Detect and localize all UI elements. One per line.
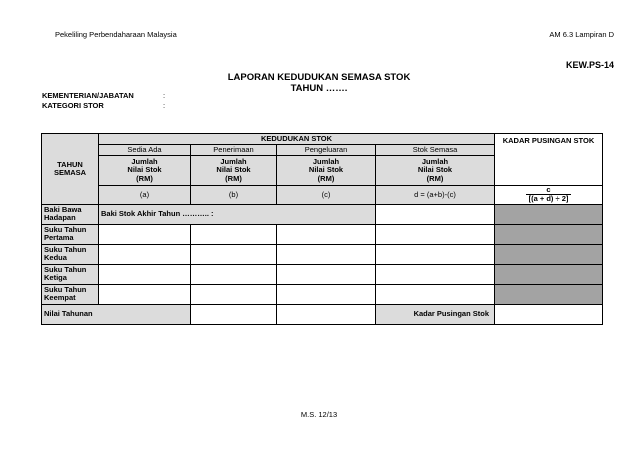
col-header-penerimaan: Penerimaan	[191, 145, 277, 156]
sub-header-b: Jumlah Nilai Stok (RM)	[191, 156, 277, 186]
header-left: Pekeliling Perbendaharaan Malaysia	[55, 30, 177, 39]
row-label-q1: Suku Tahun Pertama	[42, 224, 99, 244]
q1-cell-b[interactable]	[191, 224, 277, 244]
year-header: TAHUN SEMASA	[42, 134, 99, 205]
shaded-cell	[495, 244, 603, 264]
q2-cell-d[interactable]	[376, 244, 495, 264]
sub-header-a: Jumlah Nilai Stok (RM)	[99, 156, 191, 186]
q3-cell-c[interactable]	[277, 264, 376, 284]
sub-header-d: Jumlah Nilai Stok (RM)	[376, 156, 495, 186]
col-header-stok-semasa: Stok Semasa	[376, 145, 495, 156]
q4-cell-d[interactable]	[376, 284, 495, 304]
annual-cell-c[interactable]	[277, 304, 376, 324]
sub-header-c: Jumlah Nilai Stok (RM)	[277, 156, 376, 186]
col-header-pengeluaran: Pengeluaran	[277, 145, 376, 156]
q3-cell-a[interactable]	[99, 264, 191, 284]
category-label: KATEGORI STOR	[42, 101, 104, 110]
page-subtitle-year: TAHUN …….	[290, 83, 348, 94]
q4-cell-a[interactable]	[99, 284, 191, 304]
shaded-cell	[495, 264, 603, 284]
stock-report-table	[41, 133, 603, 325]
q3-cell-b[interactable]	[191, 264, 277, 284]
ministry-colon: :	[163, 91, 166, 100]
page-title: LAPORAN KEDUDUKAN SEMASA STOK	[227, 72, 411, 83]
q1-cell-d[interactable]	[376, 224, 495, 244]
category-colon: :	[163, 101, 166, 110]
q1-cell-a[interactable]	[99, 224, 191, 244]
rate-footer-label: Kadar Pusingan Stok	[376, 304, 495, 324]
col-header-sedia-ada: Sedia Ada	[99, 145, 191, 156]
shaded-cell	[495, 204, 603, 224]
q2-cell-c[interactable]	[277, 244, 376, 264]
formula-d: d = (a+b)-(c)	[376, 186, 495, 205]
page-number: M.S. 12/13	[300, 410, 338, 419]
rate-denominator: [(a + d) ÷ 2]	[528, 194, 569, 204]
formula-b: (b)	[191, 186, 277, 205]
opening-balance-cell[interactable]	[376, 204, 495, 224]
shaded-cell	[495, 224, 603, 244]
annual-value-label: Nilai Tahunan	[42, 304, 191, 324]
formula-c: (c)	[277, 186, 376, 205]
ministry-label: KEMENTERIAN/JABATAN	[42, 91, 134, 100]
rate-header: KADAR PUSINGAN STOK	[495, 134, 603, 186]
header-right: AM 6.3 Lampiran D	[549, 30, 614, 39]
form-code: KEW.PS-14	[565, 60, 614, 70]
shaded-cell	[495, 284, 603, 304]
q2-cell-a[interactable]	[99, 244, 191, 264]
stock-position-header: KEDUDUKAN STOK	[99, 134, 495, 145]
row-label-q4: Suku Tahun Keempat	[42, 284, 99, 304]
formula-a: (a)	[99, 186, 191, 205]
rate-formula	[495, 186, 603, 205]
row-label-q3: Suku Tahun Ketiga	[42, 264, 99, 284]
q4-cell-c[interactable]	[277, 284, 376, 304]
row-label-q2: Suku Tahun Kedua	[42, 244, 99, 264]
rate-numerator: c	[526, 186, 572, 195]
annual-cell-b[interactable]	[191, 304, 277, 324]
q3-cell-d[interactable]	[376, 264, 495, 284]
q2-cell-b[interactable]	[191, 244, 277, 264]
row-label-baki-bawa-hadapan: Baki Bawa Hadapan	[42, 204, 99, 224]
q1-cell-c[interactable]	[277, 224, 376, 244]
opening-balance-note: Baki Stok Akhir Tahun ……….. :	[99, 204, 376, 224]
q4-cell-b[interactable]	[191, 284, 277, 304]
rate-result-cell[interactable]	[495, 304, 603, 324]
